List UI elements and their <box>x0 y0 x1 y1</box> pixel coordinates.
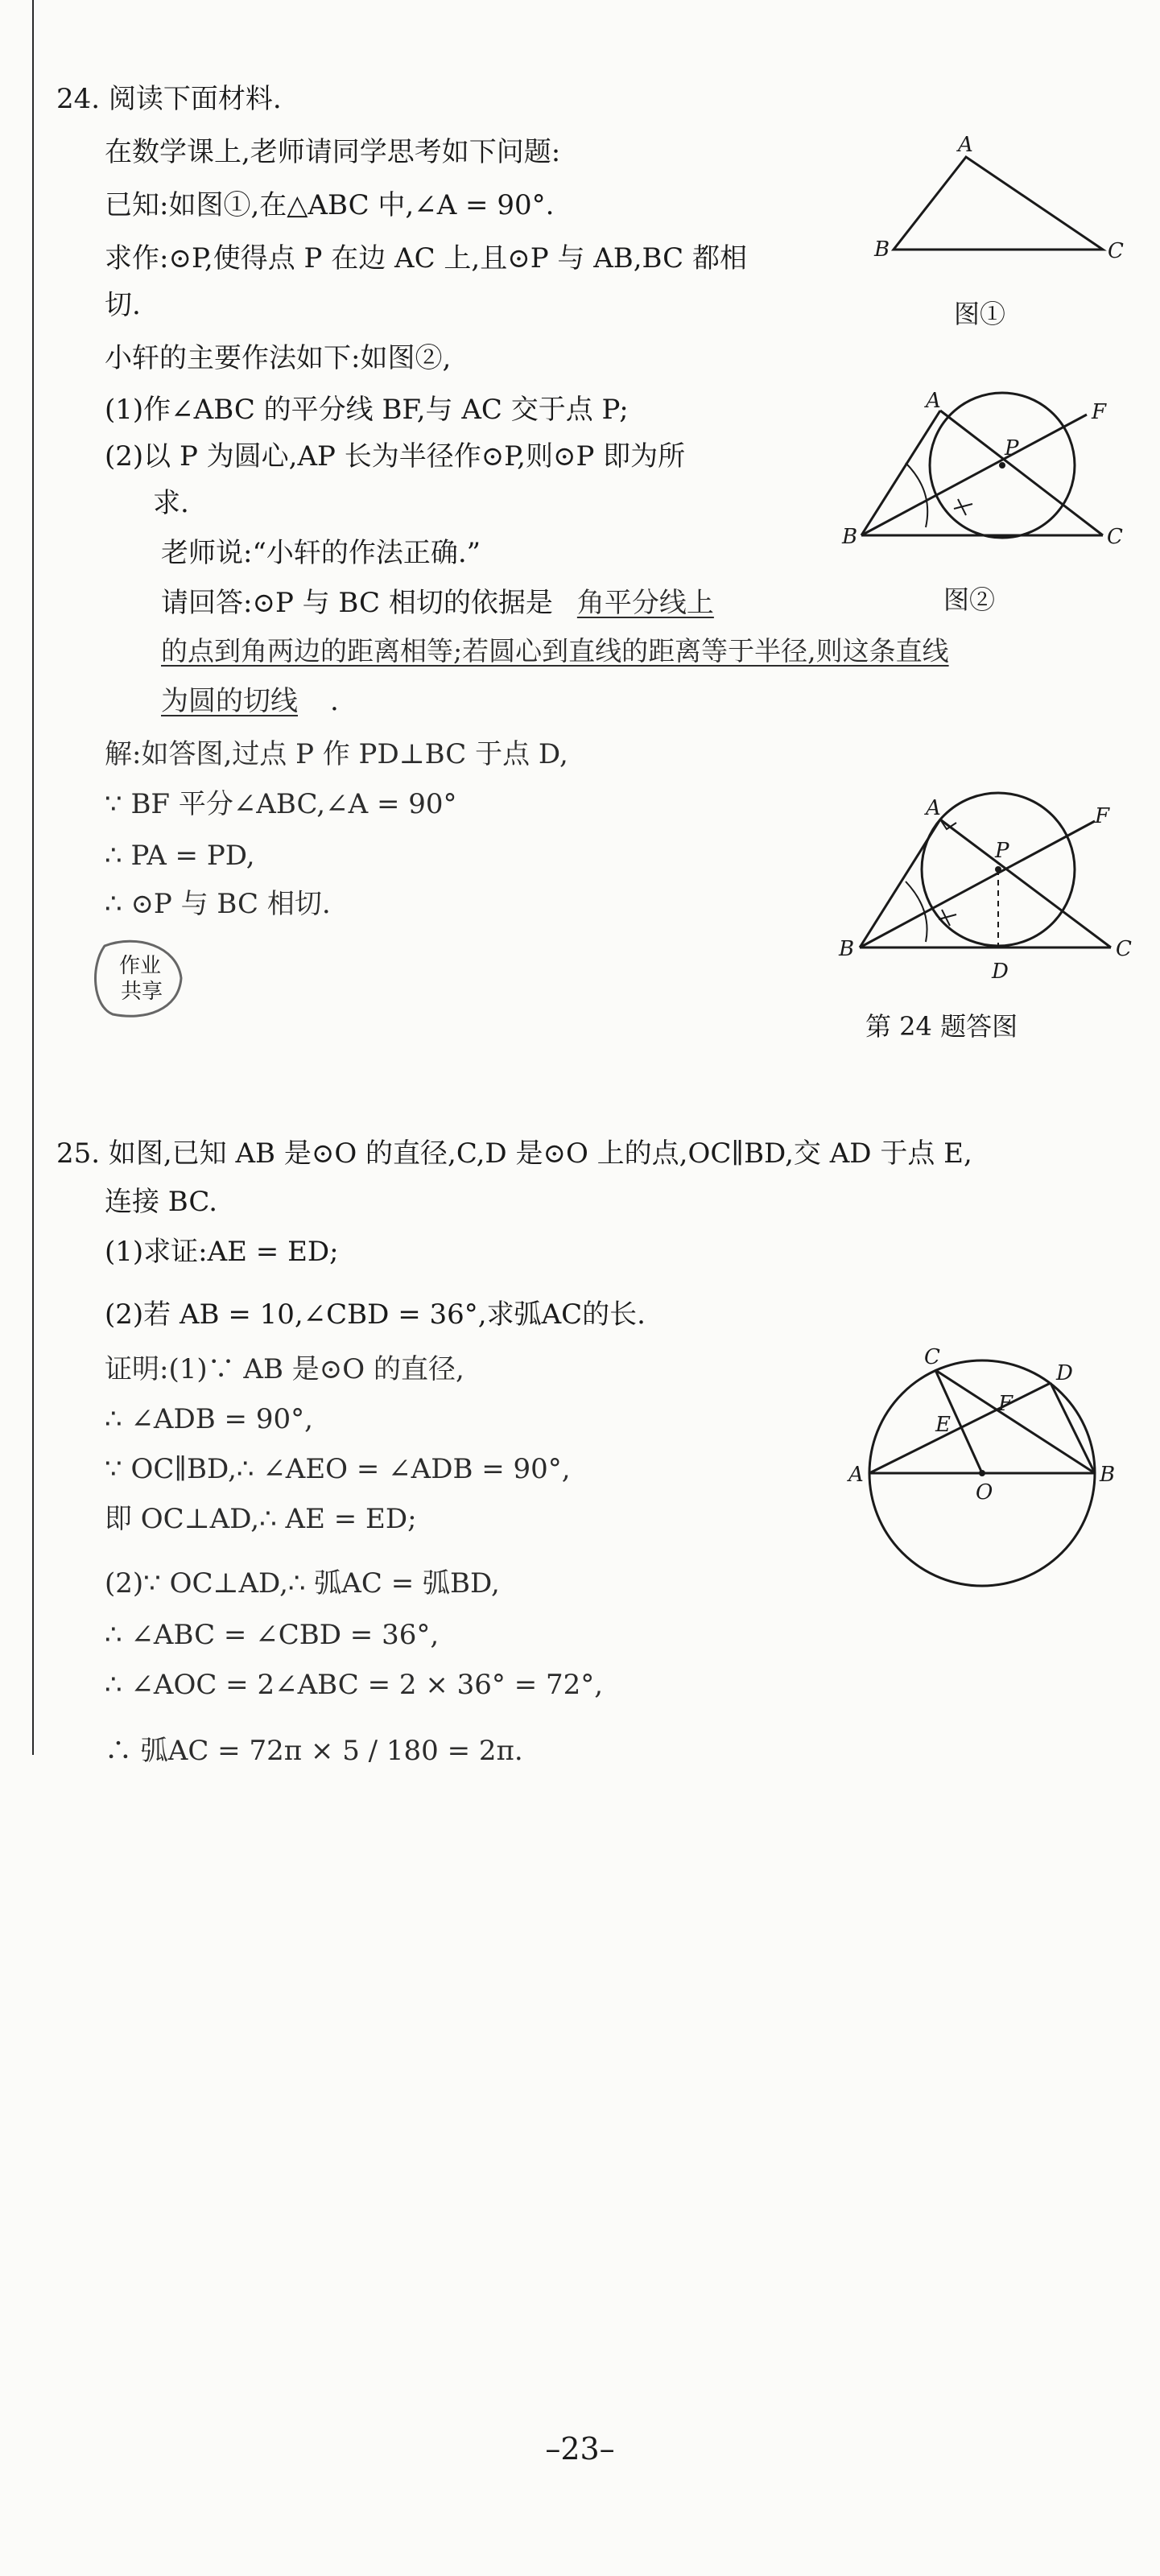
fig25-label-d: D <box>1056 1361 1073 1385</box>
fig2-label-p: P <box>1005 436 1019 460</box>
fig2-label-c: C <box>1107 525 1123 549</box>
fig3-label-p: P <box>995 839 1009 863</box>
q25-title-line1: 25. 如图,已知 AB 是⊙O 的直径,C,D 是⊙O 上的点,OC∥BD,交 AD 于点 E, <box>56 1137 972 1170</box>
fig25-label-a: A <box>848 1463 864 1487</box>
fig2-label-b: B <box>842 525 858 549</box>
q25-proof-line2: ∴ ∠ADB = 90°, <box>105 1403 313 1435</box>
margin-line <box>32 0 34 1755</box>
figure-2-caption: 图② <box>943 584 996 615</box>
q24-title: 24. 阅读下面材料. <box>56 83 282 115</box>
q24-ask-line2: 切. <box>105 289 141 321</box>
q24-answer-part1: 角平分线上 <box>576 587 714 619</box>
figure-3-answer <box>837 789 1132 990</box>
fig2-arc <box>906 463 927 527</box>
q25-proof-line7: ∴ ∠AOC = 2∠ABC = 2 × 36° = 72°, <box>105 1669 604 1701</box>
q25-proof-line5: (2)∵ OC⊥AD,∴ 弧AC = 弧BD, <box>105 1567 500 1600</box>
q25-title-line2: 连接 BC. <box>105 1186 218 1218</box>
fig2-segment-ab <box>861 411 940 535</box>
fig1-label-a: A <box>958 133 973 157</box>
stamp-text-1: 作业 <box>119 954 162 978</box>
q24-solution-line3: ∴ PA = PD, <box>105 840 255 872</box>
fig25-label-f: F <box>998 1392 1013 1416</box>
fig25-label-o: O <box>976 1480 993 1505</box>
q24-answer-part3: 为圆的切线 <box>161 685 298 717</box>
q24-question-text: 请回答:⊙P 与 BC 相切的依据是 <box>161 587 553 619</box>
fig3-segment-ab <box>860 819 940 947</box>
q24-solution-line1: 解:如答图,过点 P 作 PD⊥BC 于点 D, <box>105 738 568 770</box>
fig25-label-b: B <box>1100 1463 1116 1487</box>
q24-step2-line2: 求. <box>153 487 189 519</box>
q24-answer-part2: 的点到角两边的距离相等;若圆心到直线的距离等于半径,则这条直线 <box>161 635 949 667</box>
fig2-point-p <box>999 462 1005 469</box>
figure-3-caption: 第 24 题答图 <box>865 1011 1018 1042</box>
fig2-label-f: F <box>1092 400 1107 424</box>
fig3-cross-mark <box>939 910 956 926</box>
q24-known: 已知:如图①,在△ABC 中,∠A = 90°. <box>105 189 555 221</box>
fig1-label-b: B <box>874 237 890 262</box>
q25-proof-line6: ∴ ∠ABC = ∠CBD = 36°, <box>105 1619 440 1651</box>
q25-proof-line8: ∴ 弧AC = 72π × 5 / 180 = 2π. <box>105 1735 523 1767</box>
fig2-segment-ac <box>940 411 1103 535</box>
fig3-segment-ac <box>940 819 1111 947</box>
q25-proof-line4: 即 OC⊥AD,∴ AE = ED; <box>105 1503 417 1535</box>
fig25-label-c: C <box>924 1345 940 1369</box>
fig2-label-a: A <box>926 389 941 413</box>
homework-stamp <box>89 934 185 1022</box>
q25-part2: (2)若 AB = 10,∠CBD = 36°,求弧AC的长. <box>105 1298 646 1331</box>
q25-proof-line3: ∵ OC∥BD,∴ ∠AEO = ∠ADB = 90°, <box>105 1453 571 1485</box>
figure-2-construction <box>842 378 1123 564</box>
figure-1-caption: 图① <box>954 299 1006 329</box>
q24-method: 小轩的主要作法如下:如图②, <box>105 342 452 374</box>
fig3-label-c: C <box>1116 937 1132 961</box>
fig25-point-o <box>979 1470 985 1476</box>
fig25-label-e: E <box>935 1413 951 1437</box>
q24-teacher: 老师说:“小轩的作法正确.” <box>161 537 481 569</box>
figure-1-triangle <box>874 133 1124 274</box>
fig1-label-c: C <box>1108 239 1124 263</box>
figure-25-circle <box>845 1344 1127 1602</box>
fig3-label-d: D <box>992 960 1009 984</box>
q24-solution-line4: ∴ ⊙P 与 BC 相切. <box>105 888 331 920</box>
fig3-label-a: A <box>926 796 941 820</box>
triangle-abc <box>894 157 1103 250</box>
q24-solution-line2: ∵ BF 平分∠ABC,∠A = 90° <box>105 788 457 820</box>
q24-step2-line1: (2)以 P 为圆心,AP 长为半径作⊙P,则⊙P 即为所 <box>105 440 686 473</box>
q24-intro: 在数学课上,老师请同学思考如下问题: <box>105 136 561 168</box>
fig3-point-p <box>995 866 1001 873</box>
fig2-cross-mark <box>954 499 972 515</box>
q25-part1: (1)求证:AE = ED; <box>105 1236 339 1268</box>
q24-answer-end: . <box>330 685 339 717</box>
fig3-label-f: F <box>1095 804 1110 828</box>
page-number: –23– <box>545 2431 615 2467</box>
fig3-label-b: B <box>839 937 855 961</box>
q24-ask-line1: 求作:⊙P,使得点 P 在边 AC 上,且⊙P 与 AB,BC 都相 <box>105 242 747 275</box>
q24-step1: (1)作∠ABC 的平分线 BF,与 AC 交于点 P; <box>105 394 629 426</box>
q25-proof-line1: 证明:(1)∵ AB 是⊙O 的直径, <box>105 1353 464 1385</box>
q24-question <box>161 584 714 621</box>
fig3-bisector-bf <box>860 821 1095 947</box>
stamp-text-2: 共享 <box>121 980 163 1004</box>
